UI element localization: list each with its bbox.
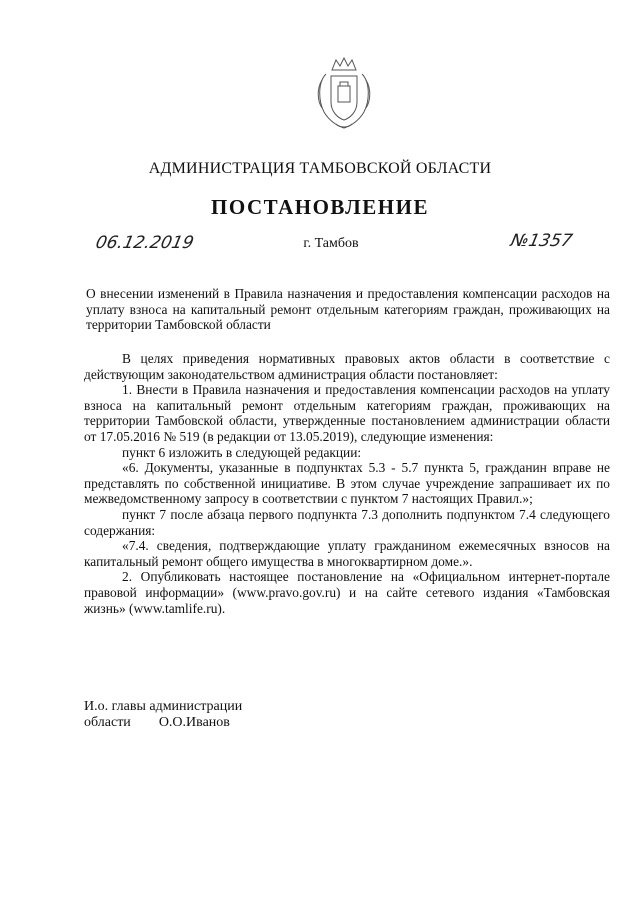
document-meta-row	[0, 231, 640, 261]
signatory-row	[84, 715, 242, 731]
document-type-title: ПОСТАНОВЛЕНИЕ	[211, 195, 429, 219]
signatory-title-cont: области	[84, 714, 131, 730]
signatory-title: И.о. главы администрации	[84, 699, 243, 714]
signature-block	[84, 699, 242, 730]
body-paragraph: В целях приведения нормативных правовых актов области в соответствие с действующим законодательством администрация области постановляет:	[84, 351, 610, 382]
body-paragraph: пункт 6 изложить в следующей редакции:	[122, 444, 362, 460]
document-city: г. Тамбов	[303, 236, 359, 251]
signatory-name: О.О.Иванов	[158, 714, 230, 730]
coat-of-arms-emblem	[314, 56, 374, 130]
organization-title: АДМИНИСТРАЦИЯ ТАМБОВСКОЙ ОБЛАСТИ	[148, 160, 492, 177]
body-paragraph: 1. Внести в Правила назначения и предоставления компенсации расходов на уплату взноса на капитальный ремонт отдельным категориям граждан, проживающих на территории Тамбовской области, утвержденные постановлением администрации области от 17.05.2016 № 519 (в редакции от 13.05.2019), следующие изменения:	[84, 382, 610, 444]
document-date: 06.12.2019	[93, 233, 196, 253]
document-subject: О внесении изменений в Правила назначения и предоставления компенсации расходов на уплату взноса на капитальный ремонт отдельным категориям граждан, проживающих на территории Тамбовской области	[86, 286, 610, 333]
body-paragraph: 2. Опубликовать настоящее постановление на «Официальном интернет-портале правовой информации» (www.pravo.gov.ru) и на сайте сетевого издания «Тамбовская жизнь» (www.tamlife.ru).	[84, 569, 610, 616]
body-paragraph: «7.4. сведения, подтверждающие уплату гражданином ежемесячных взносов на капитальный ремонт общего имущества в многоквартирном доме.».	[84, 538, 610, 569]
document-number: №1357	[508, 231, 575, 251]
body-paragraph: пункт 7 после абзаца первого подпункта 7.3 дополнить подпунктом 7.4 следующего содержания:	[84, 506, 610, 538]
body-paragraph: «6. Документы, указанные в подпунктах 5.3 - 5.7 пункта 5, гражданин вправе не представлять по собственной инициативе. В этом случае учреждение запрашивает их по межведомственному запросу в соответствии с пунктом 7 настоящих Правил.»;	[84, 460, 610, 507]
document-body	[84, 351, 610, 616]
